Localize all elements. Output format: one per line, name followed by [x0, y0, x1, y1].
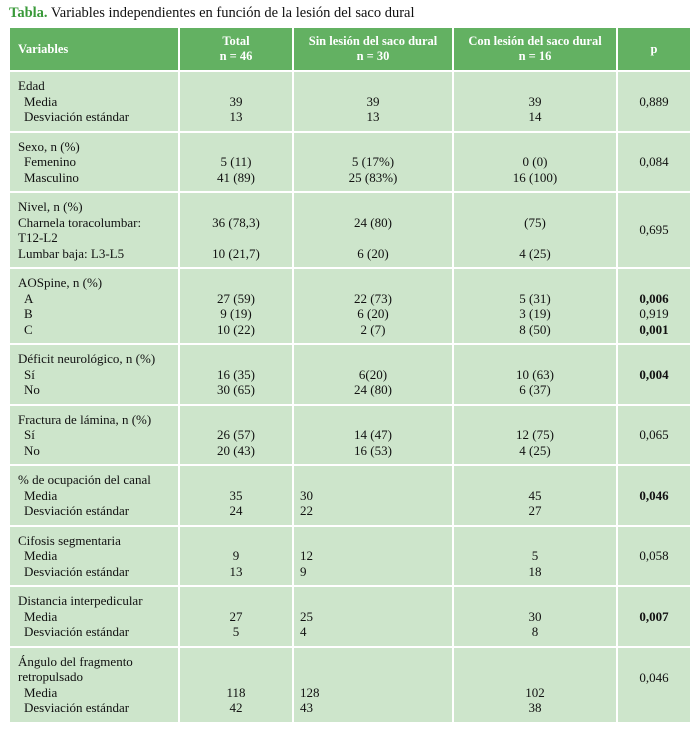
variable-cell: [9, 344, 179, 405]
value: [184, 472, 288, 488]
variable-sublabel: Lumbar baja: L3-L5: [18, 245, 125, 261]
p-value: 0,058: [639, 548, 669, 563]
variable-sublabel: No: [24, 382, 40, 397]
value: 30: [528, 608, 542, 624]
value: [298, 78, 448, 94]
value: 45: [528, 487, 542, 503]
variable-sublabel: Desviación estándar: [24, 503, 130, 518]
sin-lesion-cell: [293, 132, 453, 193]
header-variables: Variables: [9, 27, 179, 71]
sin-lesion-cell: [293, 586, 453, 647]
value: [298, 230, 448, 246]
table-body: [9, 71, 691, 723]
value: 5 (17%): [351, 154, 395, 169]
value: [184, 275, 288, 291]
variable-sublabel: A: [24, 290, 34, 306]
variable-sublabel: C: [24, 321, 33, 337]
variable-label: AOSpine, n (%): [18, 275, 103, 290]
value: 27 (59): [217, 290, 255, 306]
value: [184, 230, 288, 246]
value: [298, 412, 448, 428]
variable-label: Ángulo del fragmento: [18, 653, 133, 669]
variable-cell: [9, 268, 179, 344]
value: 22: [300, 503, 313, 518]
total-cell: [179, 405, 293, 466]
value: [300, 593, 448, 609]
value: [458, 593, 612, 609]
p-value-cell: [617, 71, 691, 132]
table-row: [9, 647, 691, 723]
variable-sublabel: Charnela toracolumbar:: [18, 214, 142, 230]
value: [298, 351, 448, 367]
value: [184, 412, 288, 428]
sin-lesion-cell: [293, 465, 453, 526]
variable-sublabel: Media: [24, 548, 58, 563]
value: 8 (50): [519, 321, 551, 337]
variable-cell: [9, 405, 179, 466]
sin-lesion-cell: [293, 405, 453, 466]
header-con-lesion: [453, 27, 617, 71]
value: 39: [229, 93, 243, 109]
sin-lesion-cell: [293, 647, 453, 723]
value: 9 (19): [220, 306, 252, 321]
value: 13: [366, 109, 380, 124]
value: 13: [229, 109, 243, 124]
variable-sublabel: Media: [24, 608, 58, 624]
total-cell: [179, 586, 293, 647]
variable-sublabel: Femenino: [24, 154, 76, 169]
con-lesion-cell: [453, 192, 617, 268]
value: 14 (47): [354, 427, 392, 442]
table-row: [9, 268, 691, 344]
value: 26 (57): [217, 427, 255, 442]
value: 6 (20): [357, 306, 389, 321]
table-row: [9, 71, 691, 132]
variable-sublabel: Desviación estándar: [24, 624, 130, 639]
value: [458, 78, 612, 94]
variable-cell: [9, 647, 179, 723]
con-lesion-cell: [453, 465, 617, 526]
p-value-cell: [617, 344, 691, 405]
table-row: [9, 465, 691, 526]
value: [300, 669, 448, 685]
table-row: [9, 586, 691, 647]
value: 20 (43): [217, 442, 255, 458]
header-total-n: n = 46: [219, 49, 253, 63]
p-value-cell: [617, 465, 691, 526]
value: [184, 199, 288, 215]
sin-lesion-cell: [293, 71, 453, 132]
variable-cell: [9, 132, 179, 193]
variable-label: Sexo, n (%): [18, 138, 80, 154]
value: [458, 230, 612, 246]
value: [184, 533, 288, 549]
variable-sublabel: Media: [24, 487, 58, 503]
variable-label: Fractura de lámina, n (%): [18, 411, 152, 427]
value: 16 (35): [217, 366, 255, 382]
header-sin-n: n = 30: [356, 49, 390, 63]
header-total: [179, 27, 293, 71]
con-lesion-cell: [453, 526, 617, 587]
value: 12: [300, 548, 313, 563]
p-value-significant: 0,046: [639, 487, 669, 503]
sin-lesion-cell: [293, 526, 453, 587]
variable-sublabel: Desviación estándar: [24, 700, 130, 715]
value: [184, 78, 288, 94]
p-value-significant: 0,006: [639, 290, 669, 306]
p-value-significant: 0,004: [639, 366, 669, 382]
value: [184, 654, 288, 670]
value: [298, 275, 448, 291]
p-value: 0,046: [639, 669, 669, 685]
header-sin-label: Sin lesión del saco dural: [308, 34, 438, 48]
con-lesion-cell: [453, 586, 617, 647]
variable-sublabel: Desviación estándar: [24, 109, 130, 124]
sin-lesion-cell: [293, 268, 453, 344]
p-value: 0,889: [639, 93, 669, 109]
value: 5: [531, 548, 539, 563]
p-value-significant: 0,001: [639, 321, 669, 337]
value: [458, 654, 612, 670]
value: [184, 593, 288, 609]
value: 6 (20): [357, 245, 389, 261]
value: [458, 472, 612, 488]
variable-label: Déficit neurológico, n (%): [18, 351, 156, 366]
table-row: [9, 405, 691, 466]
value: [300, 654, 448, 670]
variable-sublabel: T12-L2: [18, 230, 58, 245]
value: 30: [300, 487, 313, 503]
value: 118: [226, 684, 246, 700]
variable-label: Edad: [18, 78, 45, 93]
caption-lead: Tabla.: [9, 5, 48, 21]
value: 18: [528, 563, 542, 579]
variable-sublabel: Masculino: [24, 169, 79, 185]
value: [298, 199, 448, 215]
table-row: [9, 344, 691, 405]
value: (75): [524, 214, 546, 230]
value: 12 (75): [516, 427, 554, 442]
table-row: [9, 132, 691, 193]
value: 14: [528, 109, 542, 124]
value: 4: [300, 624, 307, 639]
variable-label: Cifosis segmentaria: [18, 532, 121, 548]
header-sin-lesion: [293, 27, 453, 71]
value: 3 (19): [519, 306, 551, 321]
value: 27: [528, 503, 542, 518]
header-con-label: Con lesión del saco dural: [468, 34, 602, 48]
value: 43: [300, 700, 313, 715]
variable-sublabel: Sí: [24, 366, 35, 382]
header-con-n: n = 16: [518, 49, 552, 63]
variable-cell: [9, 192, 179, 268]
p-value-cell: [617, 268, 691, 344]
value: 10 (22): [217, 321, 255, 337]
value: 10 (21,7): [212, 245, 260, 261]
value: [298, 139, 448, 155]
value: 36 (78,3): [212, 214, 260, 230]
total-cell: [179, 132, 293, 193]
value: 16 (53): [354, 442, 392, 458]
p-value-cell: [617, 586, 691, 647]
value: 42: [229, 700, 243, 715]
table-row: [9, 526, 691, 587]
header-total-label: Total: [222, 34, 250, 48]
total-cell: [179, 647, 293, 723]
table-caption: [9, 5, 415, 22]
value: 16 (100): [512, 169, 558, 185]
value: 10 (63): [516, 366, 554, 382]
value: 5 (31): [519, 290, 551, 306]
variable-cell: [9, 586, 179, 647]
value: 8: [531, 624, 539, 639]
sin-lesion-cell: [293, 344, 453, 405]
con-lesion-cell: [453, 647, 617, 723]
variable-sublabel: No: [24, 442, 40, 458]
value: [184, 351, 288, 367]
p-value: 0,084: [639, 154, 669, 169]
sin-lesion-cell: [293, 192, 453, 268]
total-cell: [179, 71, 293, 132]
value: 128: [300, 684, 320, 700]
results-table: [8, 26, 692, 724]
total-cell: [179, 344, 293, 405]
variable-label: retropulsado: [18, 669, 83, 684]
value: [184, 669, 288, 685]
value: [458, 139, 612, 155]
value: 6 (37): [519, 382, 551, 397]
value: [184, 139, 288, 155]
p-value-significant: 0,007: [639, 608, 669, 624]
value: 5 (11): [220, 154, 252, 169]
variable-cell: [9, 526, 179, 587]
total-cell: [179, 465, 293, 526]
variable-cell: [9, 465, 179, 526]
variable-sublabel: B: [24, 306, 33, 321]
con-lesion-cell: [453, 405, 617, 466]
table-header: [9, 27, 691, 71]
value: 24 (80): [354, 214, 392, 230]
variable-cell: [9, 71, 179, 132]
value: 9: [300, 563, 307, 579]
value: [458, 351, 612, 367]
con-lesion-cell: [453, 344, 617, 405]
p-value-cell: [617, 647, 691, 723]
total-cell: [179, 268, 293, 344]
con-lesion-cell: [453, 71, 617, 132]
variable-sublabel: Sí: [24, 427, 35, 442]
value: 24: [229, 503, 243, 518]
value: [458, 199, 612, 215]
header-row: [9, 27, 691, 71]
p-value-cell: [617, 192, 691, 268]
value: 24 (80): [354, 382, 392, 397]
p-value-cell: [617, 526, 691, 587]
total-cell: [179, 192, 293, 268]
value: 39: [366, 93, 380, 109]
variable-sublabel: Desviación estándar: [24, 563, 130, 579]
value: 13: [229, 563, 243, 579]
value: [458, 412, 612, 428]
value: 0 (0): [522, 154, 548, 169]
variable-label: Nivel, n (%): [18, 199, 83, 214]
con-lesion-cell: [453, 268, 617, 344]
p-value-cell: [617, 132, 691, 193]
total-cell: [179, 526, 293, 587]
table-row: [9, 192, 691, 268]
header-p: p: [617, 27, 691, 71]
value: 35: [229, 487, 243, 503]
variable-sublabel: Media: [24, 684, 58, 700]
value: 39: [528, 93, 542, 109]
value: [458, 533, 612, 549]
con-lesion-cell: [453, 132, 617, 193]
variable-label: Distancia interpedicular: [18, 593, 143, 608]
value: 27: [229, 608, 243, 624]
value: 6(20): [358, 366, 388, 382]
value: 25 (83%): [348, 169, 398, 185]
value: 5: [232, 624, 240, 639]
value: 4 (25): [519, 245, 551, 261]
variable-sublabel: Media: [24, 93, 58, 109]
value: 30 (65): [217, 382, 255, 397]
value: 38: [528, 700, 542, 715]
p-value: 0,695: [639, 222, 669, 238]
p-value: [622, 275, 686, 291]
p-value-cell: [617, 405, 691, 466]
value: 22 (73): [354, 290, 392, 306]
value: 102: [525, 684, 545, 700]
value: 4 (25): [519, 442, 551, 458]
value: [458, 669, 612, 685]
caption-text: Variables independientes en función de la lesión del saco dural: [47, 5, 415, 21]
p-value: 0,919: [639, 306, 669, 321]
value: 41 (89): [217, 169, 255, 185]
value: 25: [300, 608, 313, 624]
value: 2 (7): [360, 321, 386, 337]
value: 9: [232, 548, 240, 563]
value: [458, 275, 612, 291]
value: [300, 472, 448, 488]
variable-label: % de ocupación del canal: [18, 472, 151, 487]
p-value: 0,065: [639, 427, 669, 442]
value: [300, 533, 448, 549]
